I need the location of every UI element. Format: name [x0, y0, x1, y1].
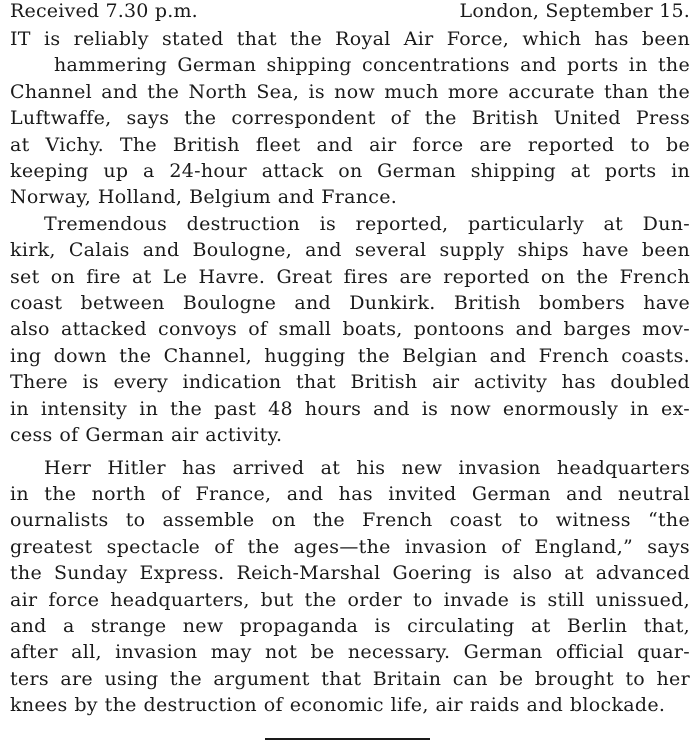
- paragraph-line: ters are using the argument that Britain can be brought to her: [10, 667, 690, 690]
- paragraph-line: in the north of France, and has invited German and neutral: [10, 482, 690, 505]
- paragraph-line: Channel and the North Sea, is now much more accurate than the: [10, 80, 690, 103]
- paragraph-line: There is every indication that British air activity has doubled: [10, 371, 690, 394]
- paragraph-line: at Vichy. The British fleet and air force are reported to be: [10, 133, 690, 156]
- paragraph-line: Tremendous destruction is reported, particularly at Dun-: [44, 212, 690, 235]
- paragraph-3: [10, 455, 690, 719]
- paragraph-line: keeping up a 24-hour attack on German shipping at ports in: [10, 160, 690, 183]
- paragraph-2: [10, 211, 690, 449]
- paragraph-1: [10, 26, 690, 211]
- paragraph-line: Herr Hitler has arrived at his new invasion headquarters: [44, 456, 690, 479]
- received-time: Received 7.30 p.m.: [10, 0, 198, 22]
- place-and-date: London, September 15.: [459, 0, 690, 22]
- paragraph-line: and a strange new propaganda is circulating at Berlin that,: [10, 614, 690, 637]
- dateline: [10, 0, 690, 22]
- paragraph-line: greatest spectacle of the ages—the invasion of England,” says: [10, 535, 690, 558]
- paragraph-line: after all, invasion may not be necessary. German official quar-: [10, 641, 690, 664]
- paragraph-line: set on fire at Le Havre. Great fires are reported on the French: [10, 265, 690, 288]
- paragraph-line: air force headquarters, but the order to invade is still unissued,: [10, 588, 690, 611]
- paragraph-line: kirk, Calais and Boulogne, and several supply ships have been: [10, 239, 690, 262]
- paragraph-line: Luftwaffe, says the correspondent of the British United Press: [10, 107, 690, 130]
- paragraph-line: in intensity in the past 48 hours and is now enormously in ex-: [10, 397, 690, 420]
- paragraph-line: also attacked convoys of small boats, pontoons and barges mov-: [10, 318, 690, 341]
- paragraph-line: hammering German shipping concentrations and ports in the: [54, 54, 690, 77]
- paragraph-line: coast between Boulogne and Dunkirk. British bombers have: [10, 292, 690, 315]
- news-article: [10, 0, 690, 719]
- paragraph-line: cess of German air activity.: [10, 424, 283, 447]
- paragraph-line: IT is reliably stated that the Royal Air Force, which has been: [10, 28, 690, 50]
- paragraph-line: Norway, Holland, Belgium and France.: [10, 186, 398, 209]
- paragraph-line: knees by the destruction of economic life, air raids and blockade.: [10, 694, 666, 717]
- paragraph-line: ournalists to assemble on the French coast to witness “the: [10, 509, 690, 532]
- section-divider: [265, 738, 430, 740]
- paragraph-line: the Sunday Express. Reich-Marshal Goering is also at advanced: [10, 562, 690, 585]
- paragraph-line: ing down the Channel, hugging the Belgian and French coasts.: [10, 344, 690, 367]
